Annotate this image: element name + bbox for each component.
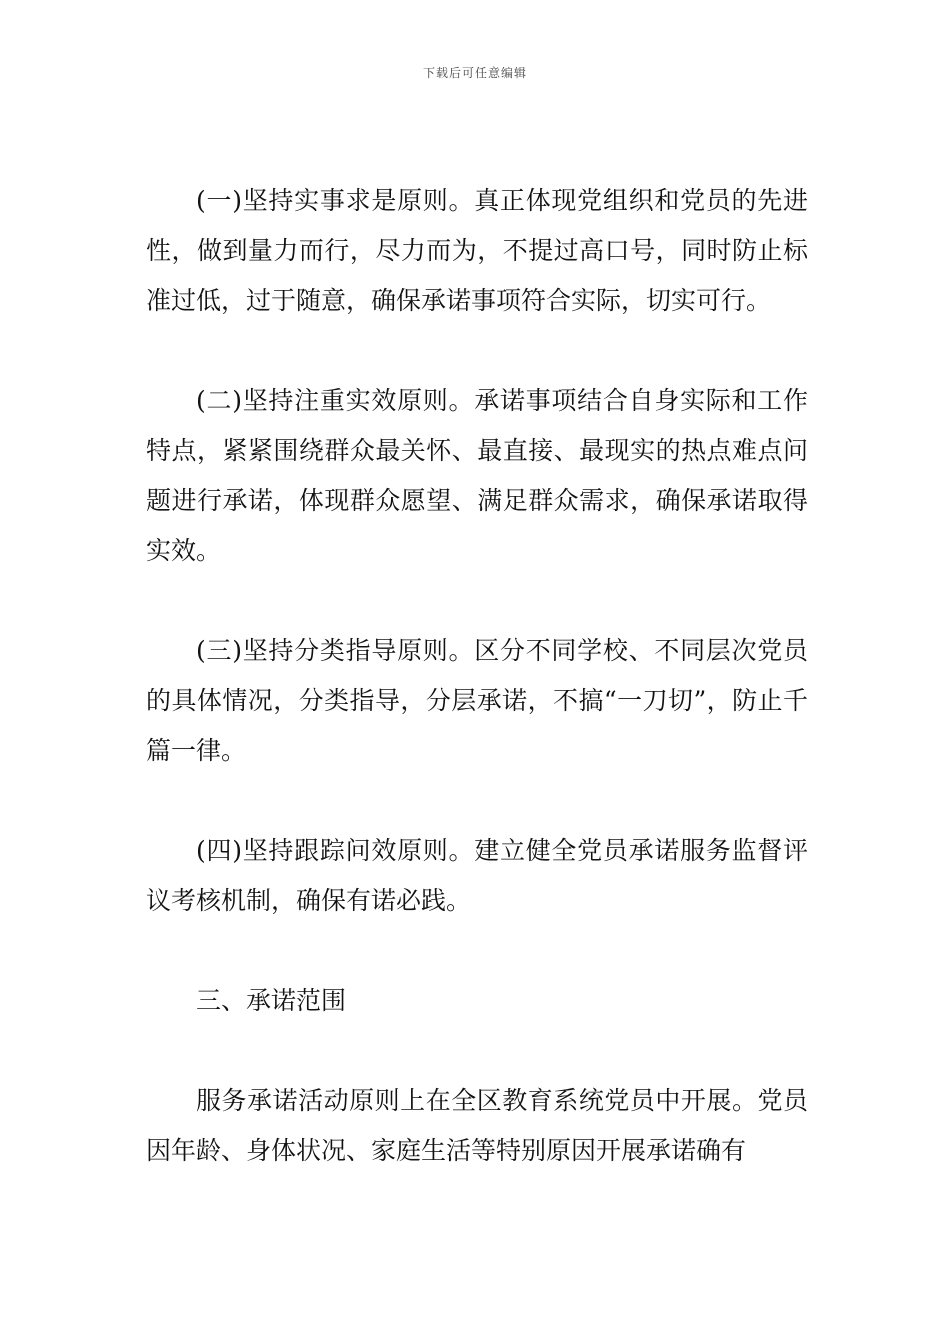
page-header: 下载后可任意编辑 [422, 66, 527, 80]
document-body [146, 176, 808, 1176]
paragraph-principle-1: (一)坚持实事求是原则。真正体现党组织和党员的先进性，做到量力而行，尽力而为，不提过高口号，同时防止标准过低，过于随意，确保承诺事项符合实际，切实可行。 [146, 186, 808, 315]
paragraph-scope-body: 服务承诺活动原则上在全区教育系统党员中开展。党员因年龄、身体状况、家庭生活等特别原因开展承诺确有 [146, 1086, 808, 1165]
paragraph-principle-4: (四)坚持跟踪问效原则。建立健全党员承诺服务监督评议考核机制，确保有诺必践。 [146, 836, 808, 915]
paragraph-principle-2: (二)坚持注重实效原则。承诺事项结合自身实际和工作特点，紧紧围绕群众最关怀、最直接、最现实的热点难点问题进行承诺，体现群众愿望、满足群众需求，确保承诺取得实效。 [146, 386, 808, 565]
paragraph-principle-3: (三)坚持分类指导原则。区分不同学校、不同层次党员的具体情况，分类指导，分层承诺，不搞“一刀切”，防止千篇一律。 [146, 636, 808, 765]
section-heading-scope: 三、承诺范围 [196, 986, 347, 1015]
